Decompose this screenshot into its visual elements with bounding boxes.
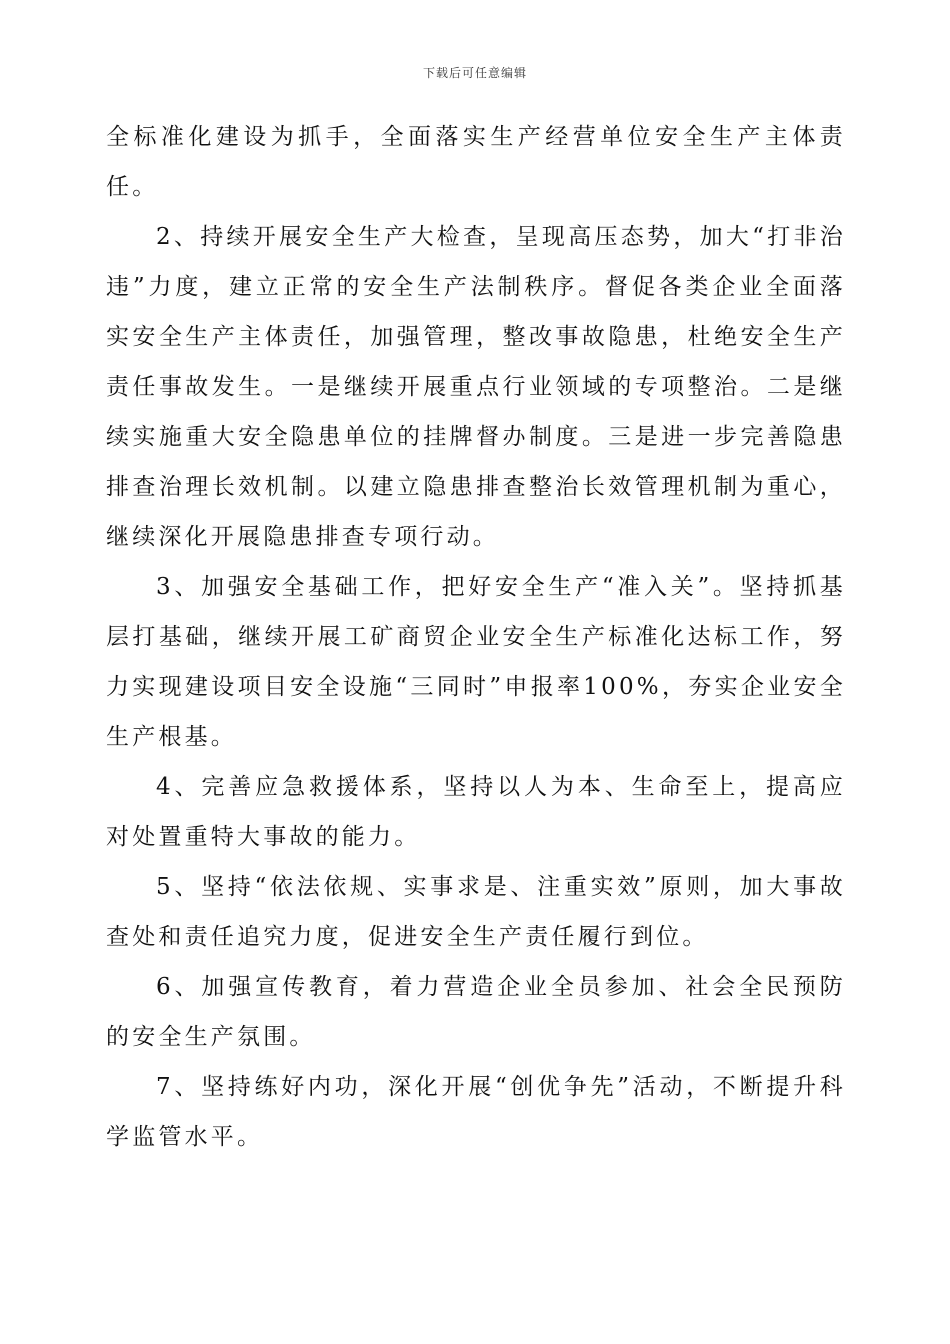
paragraph-continuation: 全标准化建设为抓手，全面落实生产经营单位安全生产主体责任。 [106,124,846,200]
paragraph-item-7: 7、坚持练好内功，深化开展“创优争先”活动，不断提升科学监管水平。 [106,1074,846,1150]
paragraph-item-5: 5、坚持“依法依规、实事求是、注重实效”原则，加大事故查处和责任追究力度，促进安全生产责任履行到位。 [106,874,846,950]
paragraph-item-3: 3、加强安全基础工作，把好安全生产“准入关”。坚持抓基层打基础，继续开展工矿商贸企业安全生产标准化达标工作，努力实现建设项目安全设施“三同时”申报率100%，夯实企业安全生产根基。 [106,574,846,750]
body-text [106,112,846,1162]
paragraph-item-4: 4、完善应急救援体系，坚持以人为本、生命至上，提高应对处置重特大事故的能力。 [106,774,846,850]
paragraph-item-6: 6、加强宣传教育，着力营造企业全员参加、社会全民预防的安全生产氛围。 [106,974,846,1050]
paragraph-item-2: 2、持续开展安全生产大检查，呈现高压态势，加大“打非治违”力度，建立正常的安全生产法制秩序。督促各类企业全面落实安全生产主体责任，加强管理，整改事故隐患，杜绝安全生产责任事故发生。一是继续开展重点行业领域的专项整治。二是继续实施重大安全隐患单位的挂牌督办制度。三是进一步完善隐患排查治理长效机制。以建立隐患排查整治长效管理机制为重心，继续深化开展隐患排查专项行动。 [106,224,846,550]
header-note: 下载后可任意编辑 [422,66,527,80]
